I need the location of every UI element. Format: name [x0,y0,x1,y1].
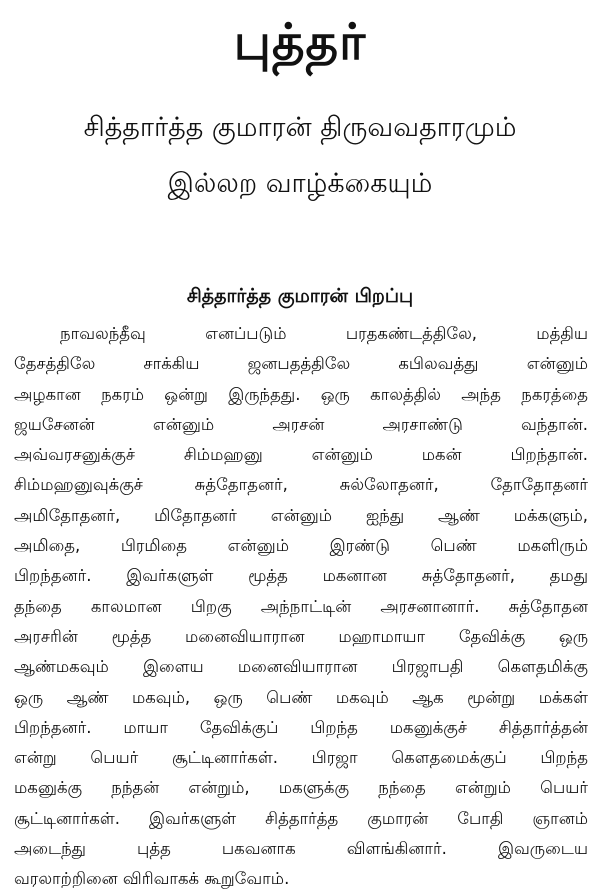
body-paragraph [14,319,588,895]
chapter-subtitle-line-2: இல்லற வாழ்க்கையும் [167,168,433,199]
chapter-subtitle-line-1: சித்தார்த்த குமாரன் திருவவதாரமும் [83,112,517,143]
paragraph-line: நாவலந்தீவு எனப்படும் பரதகண்டத்திலே, மத்திய [60,324,588,343]
paragraph-line: சூட்டினார்கள். இவர்களுள் சித்தார்த்த குமாரன் போதி ஞானம் [14,808,588,828]
paragraph-line: தேசத்திலே சாக்கிய ஜனபதத்திலே கபிலவத்து என்னும் [14,354,588,374]
paragraph-line: அமிதோதனர், மிதோதனர் என்னும் ஐந்து ஆண் மக்களும், [14,505,588,525]
paragraph-line: அரசரின் மூத்த மனைவியாரான மஹாமாயா தேவிக்கு ஒரு [14,626,588,646]
paragraph-line: அழகான நகரம் ஒன்று இருந்தது. ஒரு காலத்தில் அந்த நகரத்தை [14,384,588,404]
paragraph-line: ஆண்மகவும் இளைய மனைவியாரான பிரஜாபதி கௌதமிக்கு [14,657,588,677]
paragraph-line: சிம்மஹனுவுக்குச் சுத்தோதனர், சுல்லோதனர், தோதோதனர் [14,475,588,495]
paragraph-line: அவ்வரசனுக்குச் சிம்மஹனு என்னும் மகன் பிறந்தான். [14,445,588,465]
paragraph-line: அமிதை, பிரமிதை என்னும் இரண்டு பெண் மகளிரும் [14,536,588,556]
paragraph-line: பிறந்தனர். இவர்களுள் மூத்த மகனான சுத்தோதனர், தமது [14,566,588,586]
paragraph-line: தந்தை காலமான பிறகு அந்நாட்டின் அரசனானார். சுத்தோதன [14,596,588,616]
paragraph-line: அடைந்து புத்த பகவனாக விளங்கினார். இவருடைய [14,839,588,859]
paragraph-line: வரலாற்றினை விரிவாகக் கூறுவோம். [14,869,290,889]
section-heading: சித்தார்த்த குமாரன் பிறப்பு [186,285,414,307]
paragraph-line: ஒரு ஆண் மகவும், ஒரு பெண் மகவும் ஆக மூன்று மக்கள் [14,687,588,707]
paragraph-line: மகனுக்கு நந்தன் என்றும், மகளுக்கு நந்தை என்றும் பெயர் [14,778,588,798]
paragraph-line: பிறந்தனர். மாயா தேவிக்குப் பிறந்த மகனுக்குச் சித்தார்த்தன் [14,717,588,737]
paragraph-line: என்று பெயர் சூட்டினார்கள். பிரஜா கௌதமைக்குப் பிறந்த [14,748,588,768]
page-title: புத்தர் [233,13,367,71]
paragraph-line: ஜயசேனன் என்னும் அரசன் அரசாண்டு வந்தான். [14,414,588,434]
